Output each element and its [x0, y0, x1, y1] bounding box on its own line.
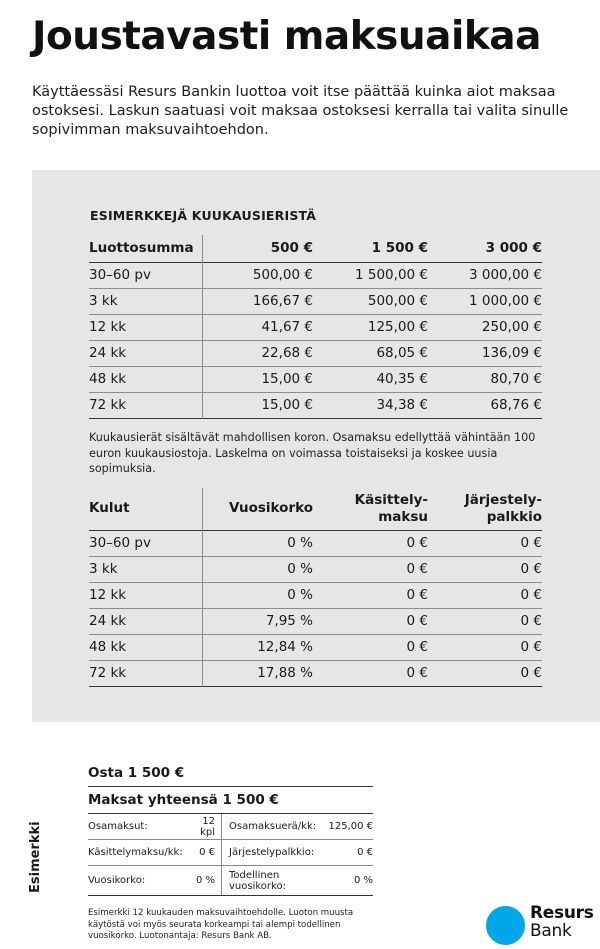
table-cell: 1 000,00 € [469, 293, 542, 309]
example-value: 0 € [188, 840, 222, 865]
table-cell: 0 € [520, 665, 542, 681]
table-header-row [89, 488, 542, 530]
table-header-cell: Käsittely- maksu [354, 491, 428, 525]
example-box [88, 760, 373, 896]
table-cell: 68,76 € [490, 397, 542, 413]
table-cell: 250,00 € [481, 319, 542, 335]
table-cell: 12 kk [89, 314, 202, 340]
table-cell: 40,35 € [376, 371, 428, 387]
table-row [89, 530, 542, 556]
example-total: Maksat yhteensä 1 500 € [88, 787, 373, 814]
table-cell: 125,00 € [367, 319, 428, 335]
table-cell: 72 kk [89, 660, 202, 686]
table-header-cell: 500 € [270, 240, 313, 257]
table-cell: 0 % [287, 561, 313, 577]
table-cell: 72 kk [89, 392, 202, 418]
table-row [89, 314, 542, 340]
table-row [89, 608, 542, 634]
example-value: 0 € [357, 847, 373, 858]
table-cell: 0 € [520, 587, 542, 603]
table-cell: 15,00 € [261, 397, 313, 413]
table-cell: 80,70 € [490, 371, 542, 387]
example-label: Käsittelymaksu/kk: [88, 847, 183, 858]
table-row [89, 556, 542, 582]
logo-text [530, 904, 594, 940]
table-cell: 41,67 € [261, 319, 313, 335]
table-cell: 24 kk [89, 340, 202, 366]
table-cell: 15,00 € [261, 371, 313, 387]
table-cell: 1 500,00 € [355, 267, 428, 283]
table-cell: 0 % [287, 535, 313, 551]
resurs-bank-logo [486, 904, 598, 946]
table-cell: 0 € [406, 535, 428, 551]
table-cell: 500,00 € [367, 293, 428, 309]
table-cell: 0 € [520, 639, 542, 655]
table-header-cell: 1 500 € [371, 240, 428, 257]
table-header-cell: Vuosikorko [229, 500, 313, 517]
table-header-cell: Luottosumma [89, 235, 202, 262]
table-cell: 0 € [406, 561, 428, 577]
table-row [89, 582, 542, 608]
table-cell: 48 kk [89, 366, 202, 392]
table-row [89, 262, 542, 288]
table-cell: 166,67 € [252, 293, 313, 309]
example-label: Osamaksut: [88, 821, 148, 832]
table-cell: 30–60 pv [89, 262, 202, 288]
table-row [89, 660, 542, 686]
table-cell: 12 kk [89, 582, 202, 608]
example-label: Osamaksuerä/kk: [229, 821, 317, 832]
table-cell: 0 € [406, 639, 428, 655]
logo-circle-icon [486, 906, 525, 945]
table-cell: 0 % [287, 587, 313, 603]
logo-line1: Resurs [530, 903, 594, 923]
table-header-cell: Järjestely- palkkio [464, 491, 542, 525]
example-row [88, 814, 373, 840]
table-cell: 0 € [406, 665, 428, 681]
costs-table [89, 488, 542, 687]
table-cell: 0 € [520, 561, 542, 577]
example-label: Todellinen vuosikorko: [229, 869, 286, 892]
table-header-cell: 3 000 € [485, 240, 542, 257]
table-cell: 3 kk [89, 556, 202, 582]
table-cell: 12,84 % [257, 639, 313, 655]
logo-line2: Bank [530, 921, 572, 941]
table-cell: 136,09 € [481, 345, 542, 361]
example-label: Järjestelypalkkio: [229, 847, 315, 858]
table-cell: 34,38 € [376, 397, 428, 413]
table-cell: 3 000,00 € [469, 267, 542, 283]
table-cell: 48 kk [89, 634, 202, 660]
example-value: 12 kpl [188, 814, 222, 839]
example-value: 0 % [353, 875, 373, 886]
table-header-cell: Kulut [89, 488, 202, 530]
example-value: 125,00 € [328, 821, 373, 832]
intro-text: Käyttäessäsi Resurs Bankin luottoa voit itse päättää kuinka aiot maksaa ostoksesi. Laskun saatuasi voit maksaa ostoksesi kerralla tai valita sinulle sopivimman maksuvaihtoehdon. [32, 84, 569, 138]
example-value: 0 % [188, 866, 222, 895]
table-cell: 0 € [520, 535, 542, 551]
example-row [88, 840, 373, 866]
table-cell: 7,95 % [265, 613, 313, 629]
monthly-installments-table [89, 235, 542, 419]
table-row [89, 340, 542, 366]
table-cell: 22,68 € [261, 345, 313, 361]
installment-note: Kuukausierät sisältävät mahdollisen koron. Osamaksu edellyttää vähintään 100 euron kuukausiostoja. Laskelma on voimassa toistaiseksi ja koskee uusia sopimuksia. [89, 431, 536, 475]
section-heading: ESIMERKKEJÄ KUUKAUSIERISTÄ [90, 208, 317, 223]
example-buy: Osta 1 500 € [88, 760, 373, 787]
table-row [89, 366, 542, 392]
table-row [89, 392, 542, 418]
example-label: Vuosikorko: [88, 875, 146, 886]
table-cell: 17,88 % [257, 665, 313, 681]
table-cell: 30–60 pv [89, 530, 202, 556]
table-row [89, 288, 542, 314]
table-cell: 3 kk [89, 288, 202, 314]
table-header-row [89, 235, 542, 262]
footnote: Esimerkki 12 kuukauden maksuvaihtoehdolle. Luoton muusta käytöstä voi myös seurata korkeampi tai alempi todellinen vuosikorko. Luotonantaja: Resurs Bank AB. [88, 908, 354, 941]
table-cell: 500,00 € [252, 267, 313, 283]
table-cell: 0 € [520, 613, 542, 629]
example-row [88, 866, 373, 896]
table-cell: 24 kk [89, 608, 202, 634]
table-cell: 0 € [406, 613, 428, 629]
table-cell: 0 € [406, 587, 428, 603]
table-cell: 68,05 € [376, 345, 428, 361]
table-row [89, 634, 542, 660]
example-side-label: Esimerkki [28, 821, 43, 893]
page-title: Joustavasti maksuaikaa [32, 14, 541, 59]
